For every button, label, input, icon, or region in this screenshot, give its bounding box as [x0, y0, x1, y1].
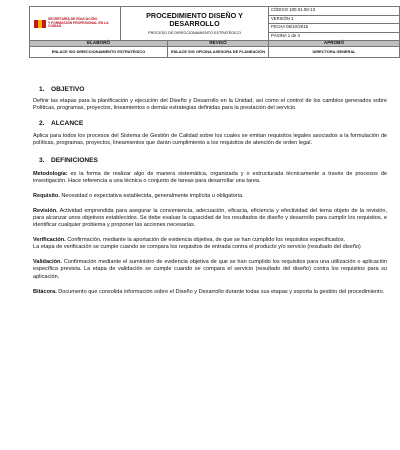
aprobo-header: APROBÓ — [269, 41, 400, 47]
definition-metodologia: Metodología: es la forma de realizar algo de manera sistemática, organizada y o estructurada técnicamente a través de procesos de investigación. Hace referencia a una técnica o conjunto de tareas para desarrollar una tarea. — [33, 171, 387, 185]
institution-emblem-icon — [34, 19, 46, 29]
section-alcance-text: Aplica para todos los procesos del Sistema de Gestión de Calidad sobre los cuales se emitan requisitos legales asociados a la formulación de políticas, programas, proyectos, lineamientos que darán cumplimiento a los requisitos de atención de orden legal. — [33, 132, 387, 146]
codigo-value: 100.01.08-13 — [289, 7, 316, 13]
elaboro-value: ENLACE SIG DIRECCIONAMIENTO ESTRATÉGICO — [30, 47, 168, 58]
pagina-value: 1 de 4 — [287, 32, 300, 38]
term-revision: Revisión. — [33, 208, 58, 215]
reviso-value: ENLACE SIG OFICINA ASESORA DE PLANEACIÓN — [168, 47, 269, 58]
section-definiciones-title: 3. DEFINICIONES — [39, 156, 98, 164]
document-header-table — [29, 6, 400, 58]
definition-bitacora: Bitácora. Documento que consolida información sobre el Diseño y Desarrollo durante todas sus etapas y soporta la gestión del procedimiento. — [33, 288, 385, 295]
document-title: PROCEDIMIENTO DISEÑO Y DESARROLLO — [146, 10, 243, 28]
section-objetivo-text: Definir las etapas para la planificación y ejecución del Diseño y Desarrollo en la Unidad, así como el control de los cambios generados sobre Políticas, programas, proyectos, lineamientos o demás estrategias definidas para la prestación del servicio. — [33, 98, 387, 112]
term-bitacora: Bitácora. — [33, 288, 57, 295]
institution-logo — [32, 18, 118, 30]
fecha-value: 05/10/2015 — [286, 24, 309, 30]
pagina-field: PÁGINA 1 de 4 — [269, 32, 400, 41]
document-body — [33, 86, 387, 304]
definition-revision: Revisión. Actividad emprendida para asegurar la conveniencia, adecuación, eficacia, eficiencia y efectividad del tema objeto de la revisión, para alcanzar unos objetivos establecidos. Se debe evaluar la capacidad de los resultados de diseño y desarrollo para cumplir los requisitos, e identificar cualquier problema y proponer las acciones necesarias. — [33, 208, 387, 229]
version-field: VERSIÓN 1 — [269, 15, 400, 24]
codigo-field: CÓDIGO 100.01.08-13 — [269, 7, 400, 16]
institution-logo-text: SECRETARÍA DE EDUCACIÓN Y FORMACIÓN PROFESIONAL EN LA CUIDAD — [48, 16, 109, 29]
elaboro-header: ELABORÓ — [30, 41, 168, 47]
aprobo-value: DIRECTORA GENERAL — [269, 47, 400, 58]
section-objetivo-title: 1. OBJETIVO — [39, 86, 85, 93]
fecha-field: FECHA 05/10/2015 — [269, 24, 400, 33]
definition-verificacion: Verificación. Confirmación, mediante la aportación de evidencia objetiva, de que se han cumplido los requisitos especificados. La etapa de verificación se cumple cuando se compara los requisitos de entrada contra el producto y/o servicio (resultado del diseño) — [33, 237, 361, 251]
definition-validacion: Validación. Confirmación mediante el suministro de evidencia objetiva de que se han cumplido los requisitos para una utilización o aplicación específica prevista. La etapa de validación se cumple cuando se compara el servicio (resultado del diseño) contra los requisitos para su aplicación. — [33, 259, 387, 280]
document-subtitle: PROCESO DE DIRECCIONAMIENTO ESTRATÉGICO — [148, 31, 241, 36]
term-verificacion: Verificación. — [33, 237, 66, 244]
version-value: 1 — [291, 15, 294, 21]
term-requisito: Requisito. — [33, 193, 60, 200]
term-metodologia: Metodología: — [33, 171, 68, 178]
logo-cell — [30, 7, 121, 41]
section-alcance-title: 2. ALCANCE — [39, 120, 84, 128]
title-cell — [121, 7, 269, 41]
definition-requisito: Requisito. Necesidad o expectativa establecida, generalmente implícita u obligatoria. — [33, 193, 244, 200]
term-validacion: Validación. — [33, 259, 62, 266]
verificacion-detail: La etapa de verificación se cumple cuando se compara los requisitos de entrada contra el producto y/o servicio (resultado del diseño) — [33, 244, 361, 251]
reviso-header: REVISÓ — [168, 41, 269, 47]
